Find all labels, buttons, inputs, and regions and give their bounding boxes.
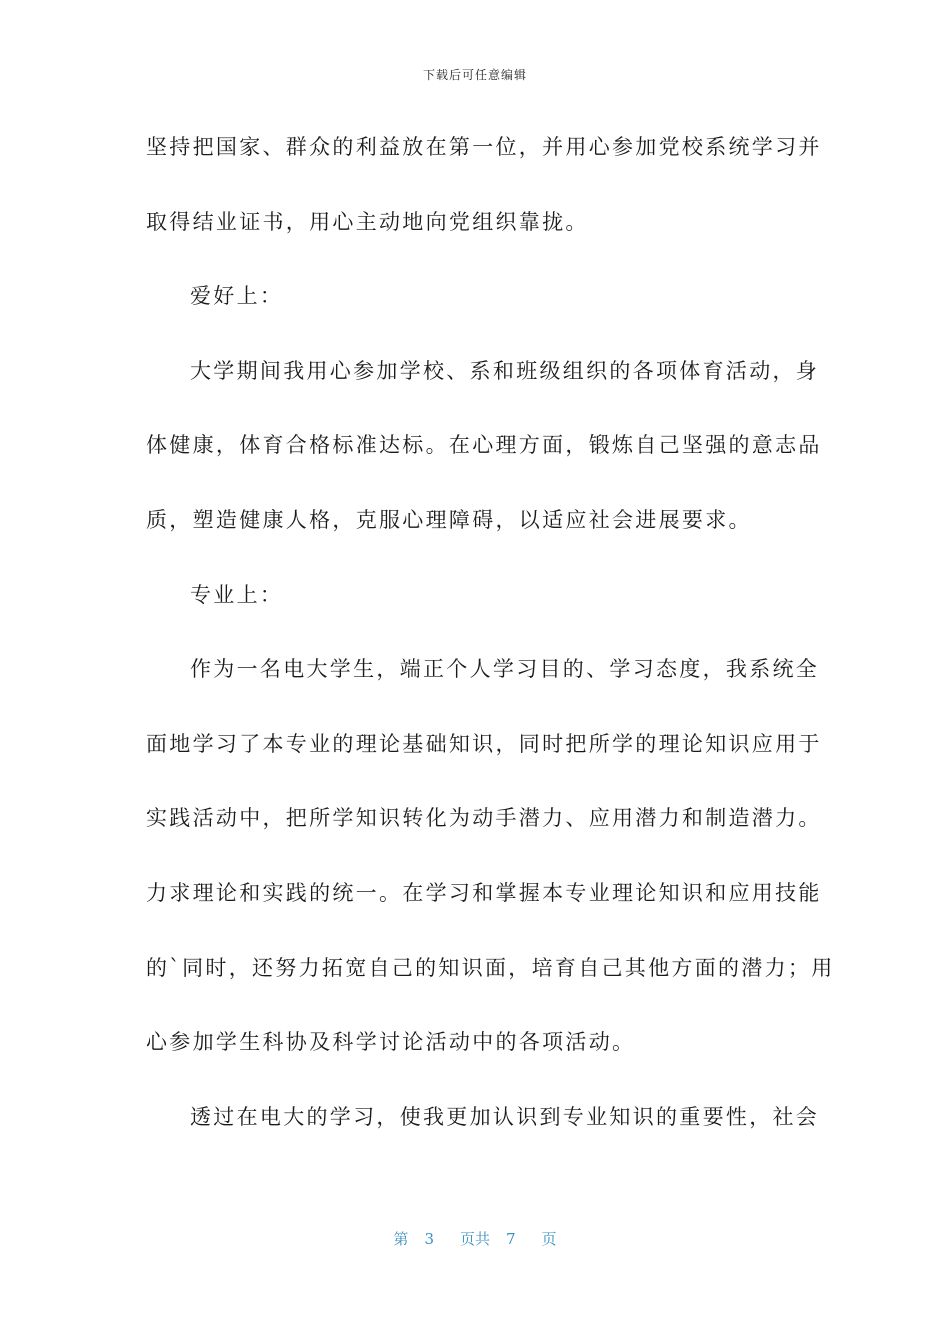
text-line: 面地学习了本专业的理论基础知识，同时把所学的理论知识应用于 xyxy=(146,731,822,756)
total-label: 页共 xyxy=(459,1230,490,1248)
page-label: 第 xyxy=(393,1230,409,1248)
text-line: 作为一名电大学生，端正个人学习目的、学习态度，我系统全 xyxy=(190,657,820,682)
text-line: 质，塑造健康人格，克服心理障碍，以适应社会进展要求。 xyxy=(146,507,752,532)
text-line: 力求理论和实践的统一。在学习和掌握本专业理论知识和应用技能 xyxy=(146,880,822,905)
text-line: 坚持把国家、群众的利益放在第一位，并用心参加党校系统学习并 xyxy=(146,135,822,159)
page-suffix: 页 xyxy=(541,1230,557,1248)
text-line: 心参加学生科协及科学讨论活动中的各项活动。 xyxy=(146,1030,636,1055)
text-line: 实践活动中，把所学知识转化为动手潜力、应用潜力和制造潜力。 xyxy=(146,806,822,831)
section-heading-hobbies: 爱好上： xyxy=(190,284,284,309)
text-line: 取得结业证书，用心主动地向党组织靠拢。 xyxy=(146,209,589,234)
section-heading-major: 专业上： xyxy=(190,582,284,607)
text-line: 大学期间我用心参加学校、系和班级组织的各项体育活动，身 xyxy=(190,358,820,383)
total-pages-number: 7 xyxy=(506,1230,516,1248)
current-page-number: 3 xyxy=(424,1230,434,1248)
document-body xyxy=(146,127,835,1171)
text-line: 的`同时，还努力拓宽自己的知识面，培育自己其他方面的潜力；用 xyxy=(146,955,835,980)
page-footer xyxy=(0,1228,950,1249)
text-line: 体健康，体育合格标准达标。在心理方面，锻炼自己坚强的意志品 xyxy=(146,433,822,458)
page-header-note: 下载后可任意编辑 xyxy=(422,68,527,82)
text-line: 透过在电大的学习，使我更加认识到专业知识的重要性，社会 xyxy=(190,1104,820,1129)
